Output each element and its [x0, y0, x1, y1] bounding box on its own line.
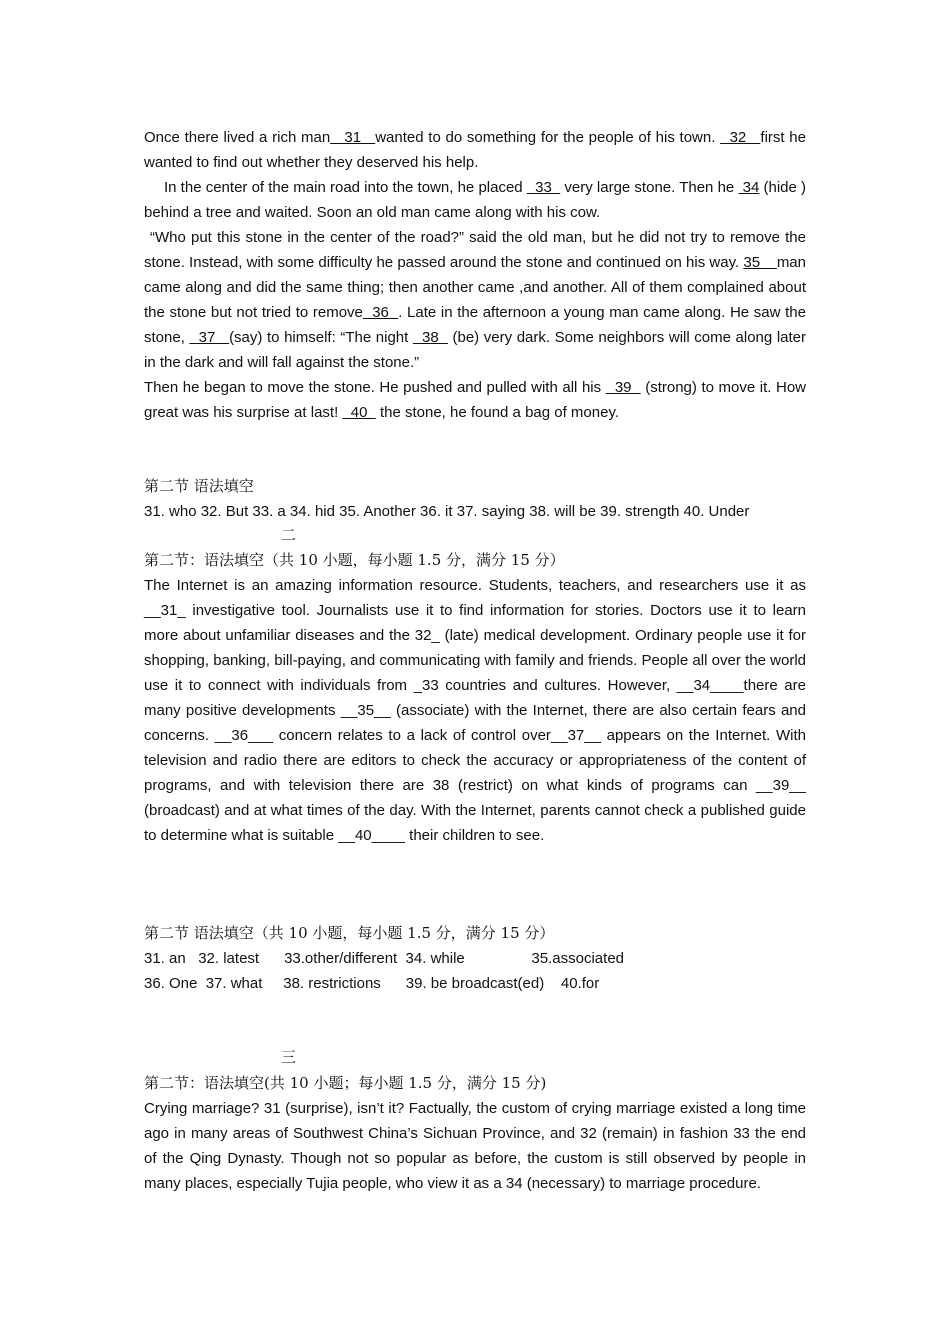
text: Then he began to move the stone. He pushed and pulled with all his: [144, 379, 606, 396]
answers-2-line-2: 36. One 37. what 38. restrictions 39. be broadcast(ed) 40.for: [144, 975, 600, 992]
text: (be) very dark. Some neighbors will come along later in the dark and will fall against the stone.”: [144, 329, 807, 371]
text: Once there lived a rich man: [144, 129, 331, 146]
answers-2-heading: 第二节 语法填空（共 10 小题，每小题 1.5 分，满分 15 分）: [144, 924, 555, 942]
blank-32: 32: [720, 129, 761, 146]
text: man came along and did the same thing; then another came ,and another. All of them complained about the stone but not tried to remove: [144, 254, 806, 321]
answers-2: [144, 921, 806, 996]
text: (say) to himself: “The night: [229, 329, 413, 346]
answers-1: [144, 474, 806, 524]
section-3-marker: 三: [281, 1048, 297, 1066]
blank-40: 40: [342, 404, 376, 421]
blank-36: 36: [362, 304, 399, 321]
text: wanted to do something for the people of his town.: [375, 129, 721, 146]
blank-38: 38: [412, 329, 448, 346]
answers-1-heading: 第二节 语法填空: [144, 477, 254, 495]
passage-1-paragraph-3: [144, 225, 806, 375]
section-2-text: The Internet is an amazing information resource. Students, teachers, and researchers use it as __31_ investigative tool. Journalists use it to find information for stories. Doctors use it to learn more about unfamiliar diseases and the 32_ (late) medical development. Ordinary people use it for shopping, banking, bill-paying, and communicating with family and friends. People all over the world use it to connect with individuals from _33 countries and cultures. However, __34____there are many positive developments __35__ (associate) with the Internet, there are also certain fears and concerns. __36___ concern relates to a lack of control over__37__ appears on the Internet. With television and radio there are editors to check the accuracy or appropriateness of the content of programs, and with television there are 38 (restrict) on what kinds of programs can __39__ (broadcast) and at what times of the day. With the Internet, parents cannot check a published guide to determine what is suitable __40____ their children to see.: [144, 577, 806, 844]
passage-1: [144, 125, 806, 425]
section-3: [144, 1071, 806, 1196]
section-2: [144, 548, 806, 848]
text: the stone, he found a bag of money.: [375, 404, 620, 421]
blank-37: 37: [189, 329, 230, 346]
text: . Late in the afternoon a young man came along. He saw the stone,: [144, 304, 806, 346]
text: (hide ) behind a tree and waited. Soon an old man came along with his cow.: [144, 179, 807, 221]
blank-35: 35: [743, 254, 777, 271]
text: first he wanted to find out whether they deserved his help.: [144, 129, 806, 171]
section-3-text: Crying marriage? 31 (surprise), isn’t it? Factually, the custom of crying marriage existed a long time ago in many areas of Southwest China’s Sichuan Province, and 32 (remain) in fashion 33 the end of the Qing Dynasty. Though not so popular as before, the custom is still observed by people in many places, especially Tujia people, who view it as a 34 (necessary) to marriage procedure.: [144, 1100, 806, 1192]
section-2-marker: 二: [281, 526, 297, 544]
blank-31: 31: [330, 129, 376, 146]
answers-1-line: 31. who 32. But 33. a 34. hid 35. Another 36. it 37. saying 38. will be 39. strength 40. Under: [144, 503, 750, 520]
blank-33: 33: [526, 179, 561, 196]
blank-34: 34: [738, 179, 760, 196]
text: (strong) to move it. How great was his surprise at last!: [144, 379, 807, 421]
answers-2-line-1: 31. an 32. latest 33.other/different 34. while 35.associated: [144, 950, 624, 967]
text: In the center of the main road into the town, he placed: [164, 179, 527, 196]
passage-1-paragraph-4: [144, 375, 806, 425]
section-2-heading: 第二节：语法填空（共 10 小题，每小题 1.5 分，满分 15 分）: [144, 551, 565, 569]
passage-1-paragraph-1: [144, 125, 806, 175]
text: “Who put this stone in the center of the road?” said the old man, but he did not try to remove the stone. Instead, with some difficulty he passed around the stone and continued on his way.: [144, 229, 806, 271]
section-3-heading: 第二节：语法填空(共 10 小题；每小题 1.5 分，满分 15 分): [144, 1074, 547, 1092]
passage-1-paragraph-2: [144, 175, 806, 225]
blank-39: 39: [605, 379, 641, 396]
text: very large stone. Then he: [560, 179, 739, 196]
